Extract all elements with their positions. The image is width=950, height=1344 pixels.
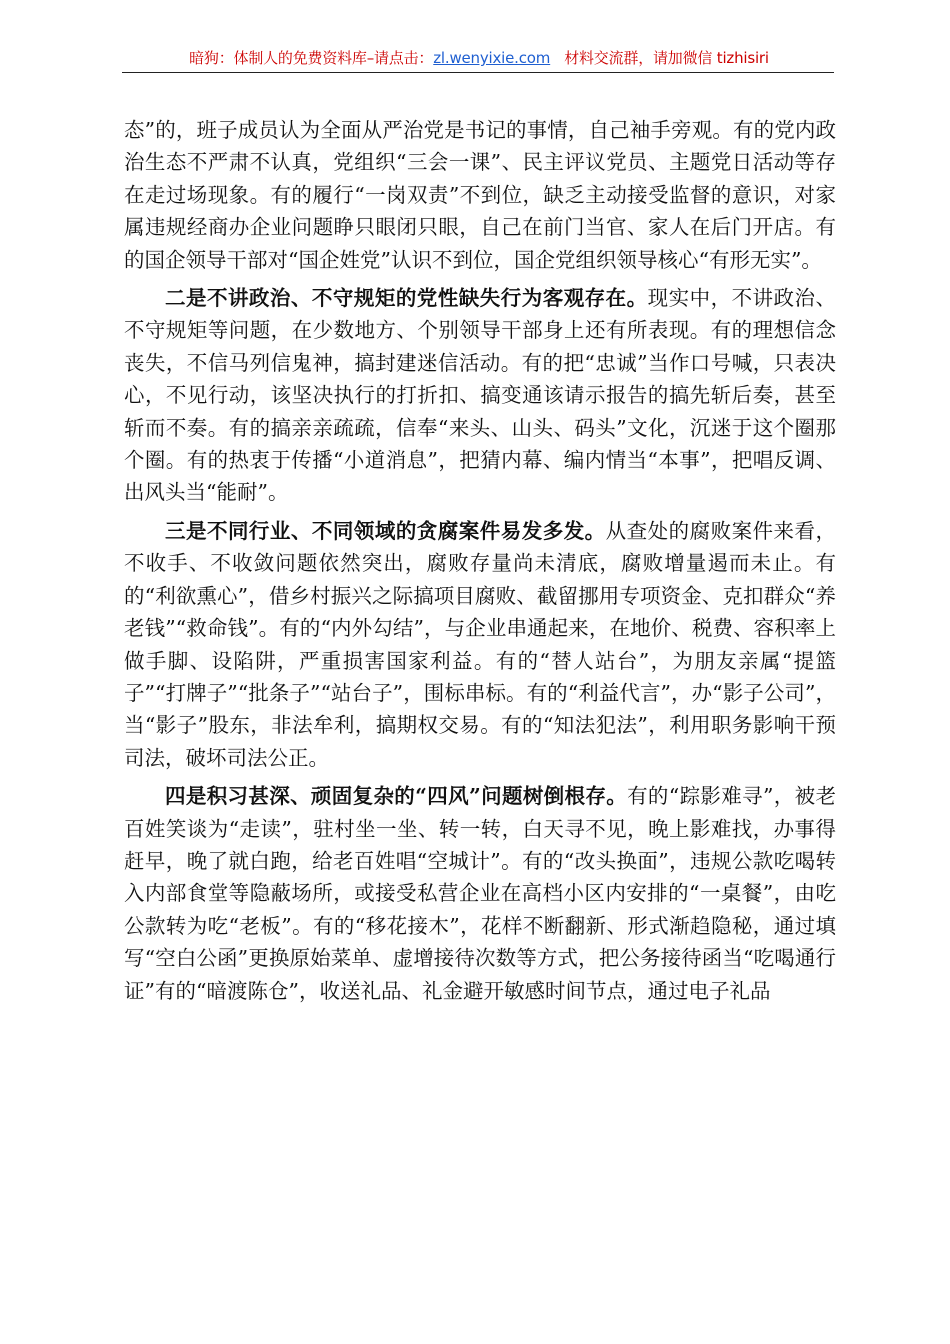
paragraph-text: 有的“踪影难寻”，被老百姓笑谈为“走读”，驻村坐一坐、转一转，白天寻不见，晚上影难找，办事得赶早，晚了就白跑，给老百姓唱“空城计”。有的“改头换面”，违规公款吃喝转入内部食堂等隐蔽场所，或接受私营企业在高档小区内安排的“一桌餐”，由吃公款转为吃“老板”。有的“移花接木”，花样不断翻新、形式渐趋隐秘，通过填写“空白公函”更换原始菜单、虚增接待次数等方式，把公务接待函当“吃喝通行证”有的“暗渡陈仓”，收送礼品、礼金避开敏感时间节点，通过电子礼品 <box>124 784 836 1003</box>
paragraph-4 <box>124 780 836 1007</box>
document-body <box>124 114 836 1013</box>
header-brand: 暗狗：体制人的免费资料库 <box>189 49 367 67</box>
paragraph-lead: 三是不同行业、不同领域的贪腐案件易发多发。 <box>165 518 606 543</box>
paragraph-3 <box>124 515 836 774</box>
header-link[interactable]: zl.wenyixie.com <box>433 49 551 67</box>
paragraph-1 <box>124 114 836 276</box>
header-contact: 材料交流群，请加微信 tizhisiri <box>564 49 769 67</box>
paragraph-2 <box>124 282 836 509</box>
paragraph-lead: 二是不讲政治、不守规矩的党性缺失行为客观存在。 <box>165 286 648 311</box>
header-divider <box>122 72 834 73</box>
paragraph-text: 从查处的腐败案件来看，不收手、不收敛问题依然突出，腐败存量尚未清底，腐败增量遏而未止。有的“利欲熏心”，借乡村振兴之际搞项目腐败、截留挪用专项资金、克扣群众“养老钱”“救命钱”。有的“内外勾结”，与企业串通起来，在地价、税费、容积率上做手脚、设陷阱，严重损害国家利益。有的“替人站台”，为朋友亲属“提篮子”“打牌子”“批条子”“站台子”，围标串标。有的“利益代言”，办“影子公司”，当“影子”股东，非法牟利，搞期权交易。有的“知法犯法”，利用职务影响干预司法，破坏司法公正。 <box>124 518 837 770</box>
paragraph-text: 态”的，班子成员认为全面从严治党是书记的事情，自己袖手旁观。有的党内政治生态不严肃不认真，党组织“三会一课”、民主评议党员、主题党日活动等存在走过场现象。有的履行“一岗双责”不到位，缺乏主动接受监督的意识，对家属违规经商办企业问题睁只眼闭只眼，自己在前门当官、家人在后门开店。有的国企领导干部对“国企姓党”认识不到位，国企党组织领导核心“有形无实”。 <box>124 118 836 272</box>
paragraph-lead: 四是积习甚深、顽固复杂的“四风”问题树倒根存。 <box>165 784 628 809</box>
paragraph-text: 现实中，不讲政治、不守规矩等问题，在少数地方、个别领导干部身上还有所表现。有的理想信念丧失，不信马列信鬼神，搞封建迷信活动。有的把“忠诚”当作口号喊，只表决心，不见行动，该坚决执行的打折扣、搞变通该请示报告的搞先斩后奏，甚至斩而不奏。有的搞亲亲疏疏，信奉“来头、山头、码头”文化，沉迷于这个圈那个圈。有的热衷于传播“小道消息”，把猜内幕、编内情当“本事”，把唱反调、出风头当“能耐”。 <box>124 286 837 505</box>
header-prompt: –请点击： <box>366 49 434 67</box>
page-header <box>124 47 834 71</box>
